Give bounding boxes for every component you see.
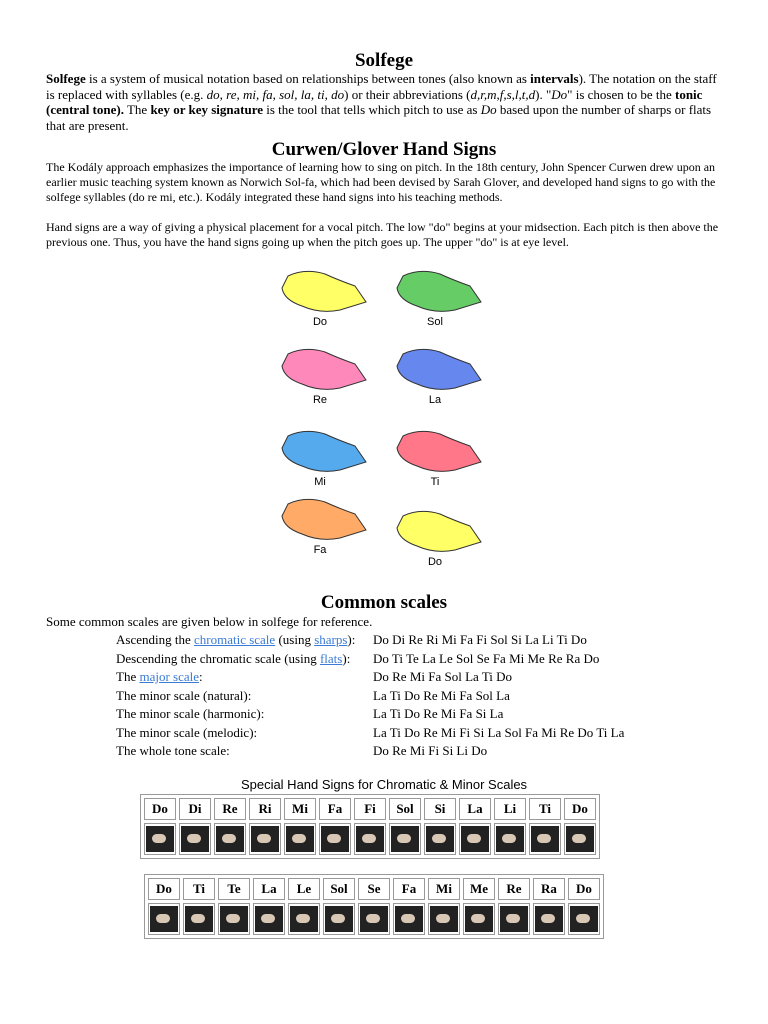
special-hand-signs-table-1 — [140, 794, 600, 859]
hand-sign-photo — [428, 903, 460, 935]
hand-photo-icon — [185, 906, 213, 932]
scale-notes: Do Re Mi Fi Si Li Do — [373, 743, 488, 758]
hand-sign-label: Do — [427, 556, 443, 568]
scale-notes: La Ti Do Re Mi Fi Si La Sol Fa Mi Re Do Ti La — [373, 724, 625, 740]
scale-notes: Do Re Mi Fa Sol La Ti Do — [373, 669, 513, 684]
hand-photo-icon — [286, 826, 314, 852]
hand-photo-icon — [146, 826, 174, 852]
hand-icon — [270, 426, 370, 476]
hand-photo-icon — [321, 826, 349, 852]
hand-sign-name: Fa — [393, 878, 425, 900]
scales-title: Common scales — [320, 592, 448, 613]
hand-sign-name: Ti — [183, 878, 215, 900]
hand-sign-name: Me — [463, 878, 495, 900]
hand-sign-photo — [249, 823, 281, 855]
hand-sign-photo — [214, 823, 246, 855]
hand-sign-fa — [270, 494, 370, 558]
hand-sign-la — [385, 344, 485, 408]
hand-sign-photo — [179, 823, 211, 855]
hand-sign-name: Sol — [389, 798, 421, 820]
scale-notes: La Ti Do Re Mi Fa Sol La — [373, 687, 510, 703]
hand-sign-mi — [270, 426, 370, 490]
hand-sign-label: Ti — [430, 476, 440, 488]
hand-photo-icon — [255, 906, 283, 932]
scale-name: Ascending the chromatic scale (using sharps): — [116, 632, 356, 647]
hand-sign-label: Sol — [427, 316, 443, 328]
hand-photo-icon — [465, 906, 493, 932]
hand-icon — [385, 426, 485, 476]
hand-photo-icon — [500, 906, 528, 932]
hand-sign-photo — [533, 903, 565, 935]
hand-icon — [385, 266, 485, 316]
scale-name: The minor scale (natural): — [116, 687, 252, 703]
hand-sign-sol — [385, 266, 485, 330]
hand-sign-name: Le — [288, 878, 320, 900]
hand-sign-photo — [288, 903, 320, 935]
scale-row — [116, 724, 624, 743]
hand-sign-name: Li — [494, 798, 526, 820]
hand-icon — [385, 344, 485, 394]
hand-sign-photo — [564, 823, 596, 855]
curwen-paragraph-1: The Kodály approach emphasizes the importance of learning how to sing on pitch. In the 18th century, John Spencer Curwen drew upon an earlier music teaching system known as Norwich Sol-fa, which had been devised by Sarah Glover, and developed hand signs to go with the solfege syllables (do re mi, etc.). Kodály integrated these hand signs into his teaching methods. — [46, 160, 716, 204]
hand-photo-icon — [426, 826, 454, 852]
scales-intro: Some common scales are given below in solfege for reference. — [46, 614, 373, 629]
hand-sign-name: Fi — [354, 798, 386, 820]
hand-sign-name: Di — [179, 798, 211, 820]
hand-sign-photo — [144, 823, 176, 855]
hand-sign-name: Ti — [529, 798, 561, 820]
hand-sign-photo — [393, 903, 425, 935]
hand-sign-name: Fa — [319, 798, 351, 820]
hand-photo-icon — [216, 826, 244, 852]
hand-sign-do — [270, 266, 370, 330]
hand-sign-photo — [463, 903, 495, 935]
hand-sign-label: Mi — [314, 476, 326, 488]
scale-notes: Do Ti Te La Le Sol Se Fa Mi Me Re Ra Do — [373, 650, 600, 666]
scale-row — [116, 742, 624, 761]
hand-sign-name: Si — [424, 798, 456, 820]
hand-sign-photo — [529, 823, 561, 855]
hand-sign-name: Do — [148, 878, 180, 900]
hand-photo-icon — [570, 906, 598, 932]
hand-sign-name: Te — [218, 878, 250, 900]
hand-icon — [270, 344, 370, 394]
hand-sign-label: Fa — [313, 544, 327, 556]
hand-photo-icon — [535, 906, 563, 932]
hand-sign-name: Do — [564, 798, 596, 820]
scales-list — [116, 631, 624, 761]
hand-icon — [270, 494, 370, 544]
hand-sign-name: Do — [144, 798, 176, 820]
hand-photo-icon — [356, 826, 384, 852]
hand-photo-icon — [395, 906, 423, 932]
hand-photo-icon — [360, 906, 388, 932]
scale-notes: Do Di Re Ri Mi Fa Fi Sol Si La Li Ti Do — [373, 632, 587, 647]
scale-notes: La Ti Do Re Mi Fa Si La — [373, 706, 504, 721]
curwen-title: Curwen/Glover Hand Signs — [271, 139, 497, 160]
hand-sign-name: Re — [214, 798, 246, 820]
hand-sign-photo — [253, 903, 285, 935]
hand-photo-icon — [391, 826, 419, 852]
hand-sign-photo — [389, 823, 421, 855]
hand-sign-photo — [498, 903, 530, 935]
hand-sign-photo — [218, 903, 250, 935]
hand-sign-name: Ra — [533, 878, 565, 900]
solfege-paragraph: Solfege is a system of musical notation based on relationships between tones (also known as intervals). The notation on the staff is replaced with syllables (e.g. do, re, mi, fa, sol, la, ti, do) or their abbreviations (d,r,m,f,s,l,t,d). "Do" is chosen to be the tonic (central tone). The key or key signature is the tool that tells which pitch to use as Do based upon the number of sharps or flats that are present. — [46, 71, 717, 133]
hand-photo-icon — [181, 826, 209, 852]
hand-sign-name: Re — [498, 878, 530, 900]
hand-photo-icon — [325, 906, 353, 932]
scale-name: The minor scale (melodic): — [116, 724, 258, 740]
hand-sign-photo — [148, 903, 180, 935]
hand-sign-photo — [459, 823, 491, 855]
scale-row — [116, 668, 624, 687]
scale-name: The major scale: — [116, 669, 203, 684]
hand-photo-icon — [150, 906, 178, 932]
scale-row — [116, 650, 624, 669]
hand-sign-name: La — [253, 878, 285, 900]
scale-link[interactable]: sharps — [314, 632, 348, 647]
hand-photo-icon — [566, 826, 594, 852]
hand-photo-icon — [496, 826, 524, 852]
curwen-paragraph-2: Hand signs are a way of giving a physical placement for a vocal pitch. The low "do" begins at your midsection. Each pitch is then above the previous one. Thus, you have the hand signs going up when the pitch goes up. The upper "do" is at eye level. — [46, 220, 719, 249]
hand-sign-label: Do — [312, 316, 328, 328]
hand-sign-photo — [319, 823, 351, 855]
hand-photo-icon — [430, 906, 458, 932]
scale-link[interactable]: flats — [319, 650, 343, 666]
hand-sign-name: Sol — [323, 878, 355, 900]
scale-row — [116, 687, 624, 706]
hand-photo-icon — [290, 906, 318, 932]
special-hand-signs-table-2 — [144, 874, 604, 939]
scale-link[interactable]: major scale — [139, 669, 200, 684]
scale-name: Descending the chromatic scale (using flats): — [116, 650, 351, 666]
solfege-title: Solfege — [354, 50, 414, 71]
hand-icon — [385, 506, 485, 556]
special-caption: Special Hand Signs for Chromatic & Minor Scales — [240, 777, 528, 792]
hand-photo-icon — [531, 826, 559, 852]
scale-row — [116, 705, 624, 724]
hand-photo-icon — [220, 906, 248, 932]
hand-signs-figure — [270, 266, 500, 566]
hand-sign-name: Do — [568, 878, 600, 900]
hand-sign-name: Se — [358, 878, 390, 900]
hand-sign-label: Re — [312, 394, 328, 406]
hand-sign-photo — [323, 903, 355, 935]
scale-name: The whole tone scale: — [116, 743, 230, 758]
hand-sign-do — [385, 506, 485, 570]
hand-sign-re — [270, 344, 370, 408]
hand-sign-photo — [183, 903, 215, 935]
hand-sign-name: Mi — [284, 798, 316, 820]
scale-link[interactable]: chromatic scale — [193, 632, 276, 647]
hand-sign-name: Mi — [428, 878, 460, 900]
hand-sign-name: Ri — [249, 798, 281, 820]
hand-sign-name: La — [459, 798, 491, 820]
hand-icon — [270, 266, 370, 316]
hand-photo-icon — [251, 826, 279, 852]
hand-sign-photo — [568, 903, 600, 935]
hand-sign-label: La — [428, 394, 442, 406]
scale-row — [116, 631, 624, 650]
hand-sign-photo — [494, 823, 526, 855]
hand-sign-photo — [354, 823, 386, 855]
hand-photo-icon — [461, 826, 489, 852]
hand-sign-photo — [424, 823, 456, 855]
hand-sign-ti — [385, 426, 485, 490]
scale-name: The minor scale (harmonic): — [116, 706, 265, 721]
hand-sign-photo — [358, 903, 390, 935]
hand-sign-photo — [284, 823, 316, 855]
